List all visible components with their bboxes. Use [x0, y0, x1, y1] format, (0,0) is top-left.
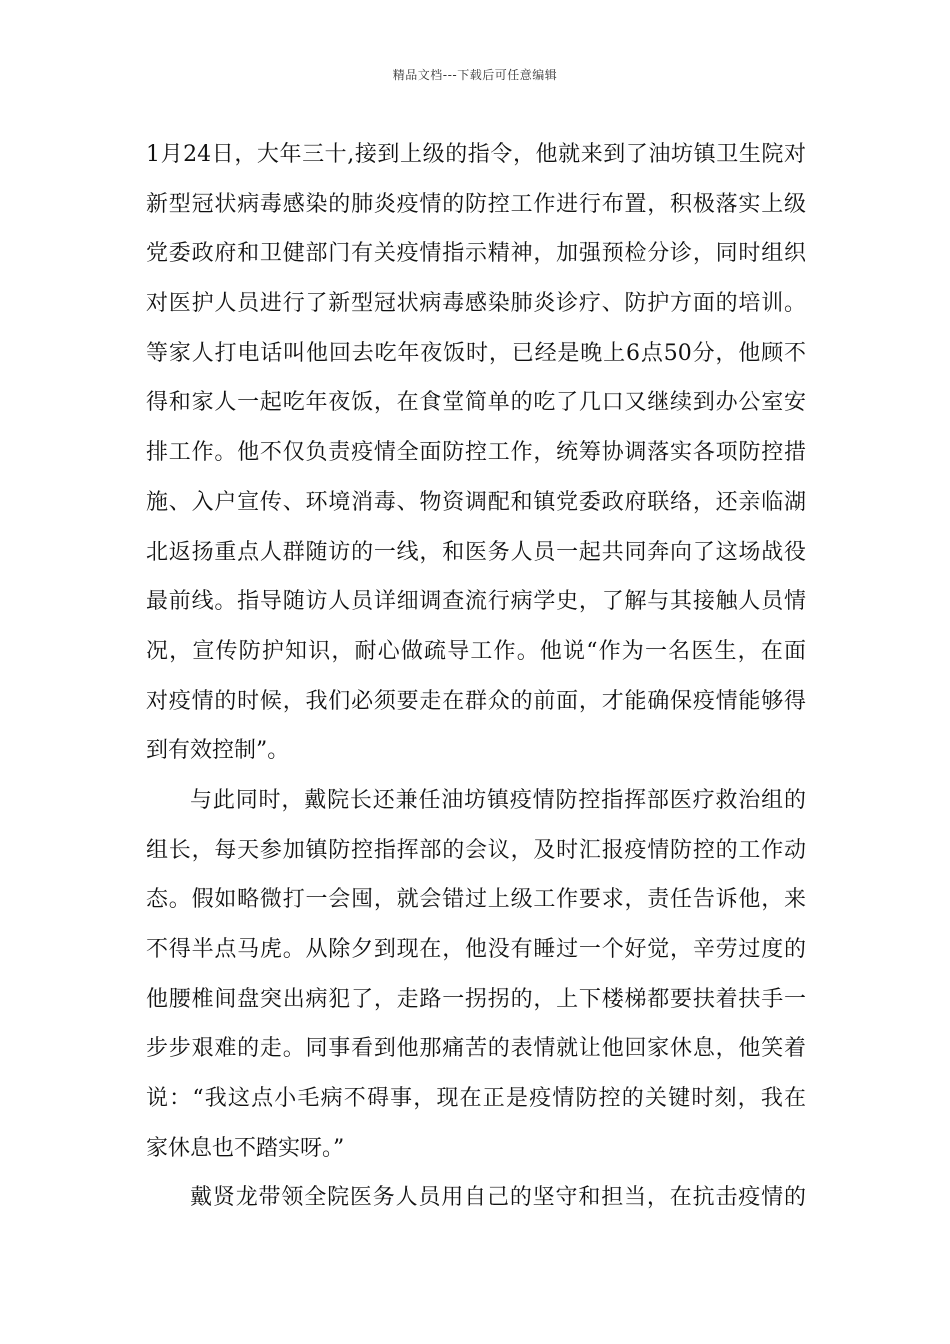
text-line: 与此同时，戴院长还兼任油坊镇疫情防控指挥部医疗救治组的: [190, 787, 806, 813]
text-line: 他腰椎间盘突出病犯了，走路一拐拐的，上下楼梯都要扶着扶手一: [146, 986, 806, 1012]
text-line: 党委政府和卫健部门有关疫情指示精神，加强预检分诊，同时组织: [146, 241, 806, 267]
text-line: 得和家人一起吃年夜饭，在食堂简单的吃了几口又继续到办公室安: [146, 390, 806, 416]
paragraph-1: [146, 130, 806, 776]
paragraph-3: [146, 1173, 806, 1223]
text-line: 组长，每天参加镇防控指挥部的会议，及时汇报疫情防控的工作动: [146, 837, 806, 863]
text-line: 说：“我这点小毛病不碍事，现在正是疫情防控的关键时刻，我在: [146, 1086, 806, 1112]
text-line: 等家人打电话叫他回去吃年夜饭时，已经是晚上6点50分，他顾不: [146, 340, 806, 366]
page-header: 精品文档---下载后可任意编辑: [392, 68, 558, 82]
text-line: 新型冠状病毒感染的肺炎疫情的防控工作进行布置，积极落实上级: [146, 191, 806, 217]
text-line: 况，宣传防护知识，耐心做疏导工作。他说“作为一名医生，在面: [146, 638, 806, 664]
text-line: 不得半点马虎。从除夕到现在，他没有睡过一个好觉，辛劳过度的: [146, 937, 806, 962]
text-line: 排工作。他不仅负责疫情全面防控工作，统筹协调落实各项防控措: [146, 440, 806, 466]
text-line: 家休息也不踏实呀。”: [146, 1135, 345, 1161]
text-line: 最前线。指导随访人员详细调查流行病学史，了解与其接触人员情: [146, 589, 806, 615]
text-line: 对疫情的时候，我们必须要走在群众的前面，才能确保疫情能够得: [146, 688, 806, 714]
document-body: [146, 130, 806, 1223]
text-line: 北返扬重点人群随访的一线，和医务人员一起共同奔向了这场战役: [146, 539, 806, 565]
text-line: 步步艰难的走。同事看到他那痛苦的表情就让他回家休息，他笑着: [146, 1036, 806, 1062]
text-line: 到有效控制”。: [146, 738, 290, 764]
text-line: 1月24日，大年三十,接到上级的指令，他就来到了油坊镇卫生院对: [146, 142, 806, 167]
text-line: 对医护人员进行了新型冠状病毒感染肺炎诊疗、防护方面的培训。: [146, 291, 806, 317]
text-line: 态。假如略微打一会囤，就会错过上级工作要求，责任告诉他，来: [146, 887, 806, 913]
text-line: 施、入户宣传、环境消毒、物资调配和镇党委政府联络，还亲临湖: [146, 489, 806, 515]
paragraph-2: [146, 776, 806, 1174]
text-line: 戴贤龙带领全院医务人员用自己的坚守和担当，在抗击疫情的: [190, 1185, 806, 1211]
